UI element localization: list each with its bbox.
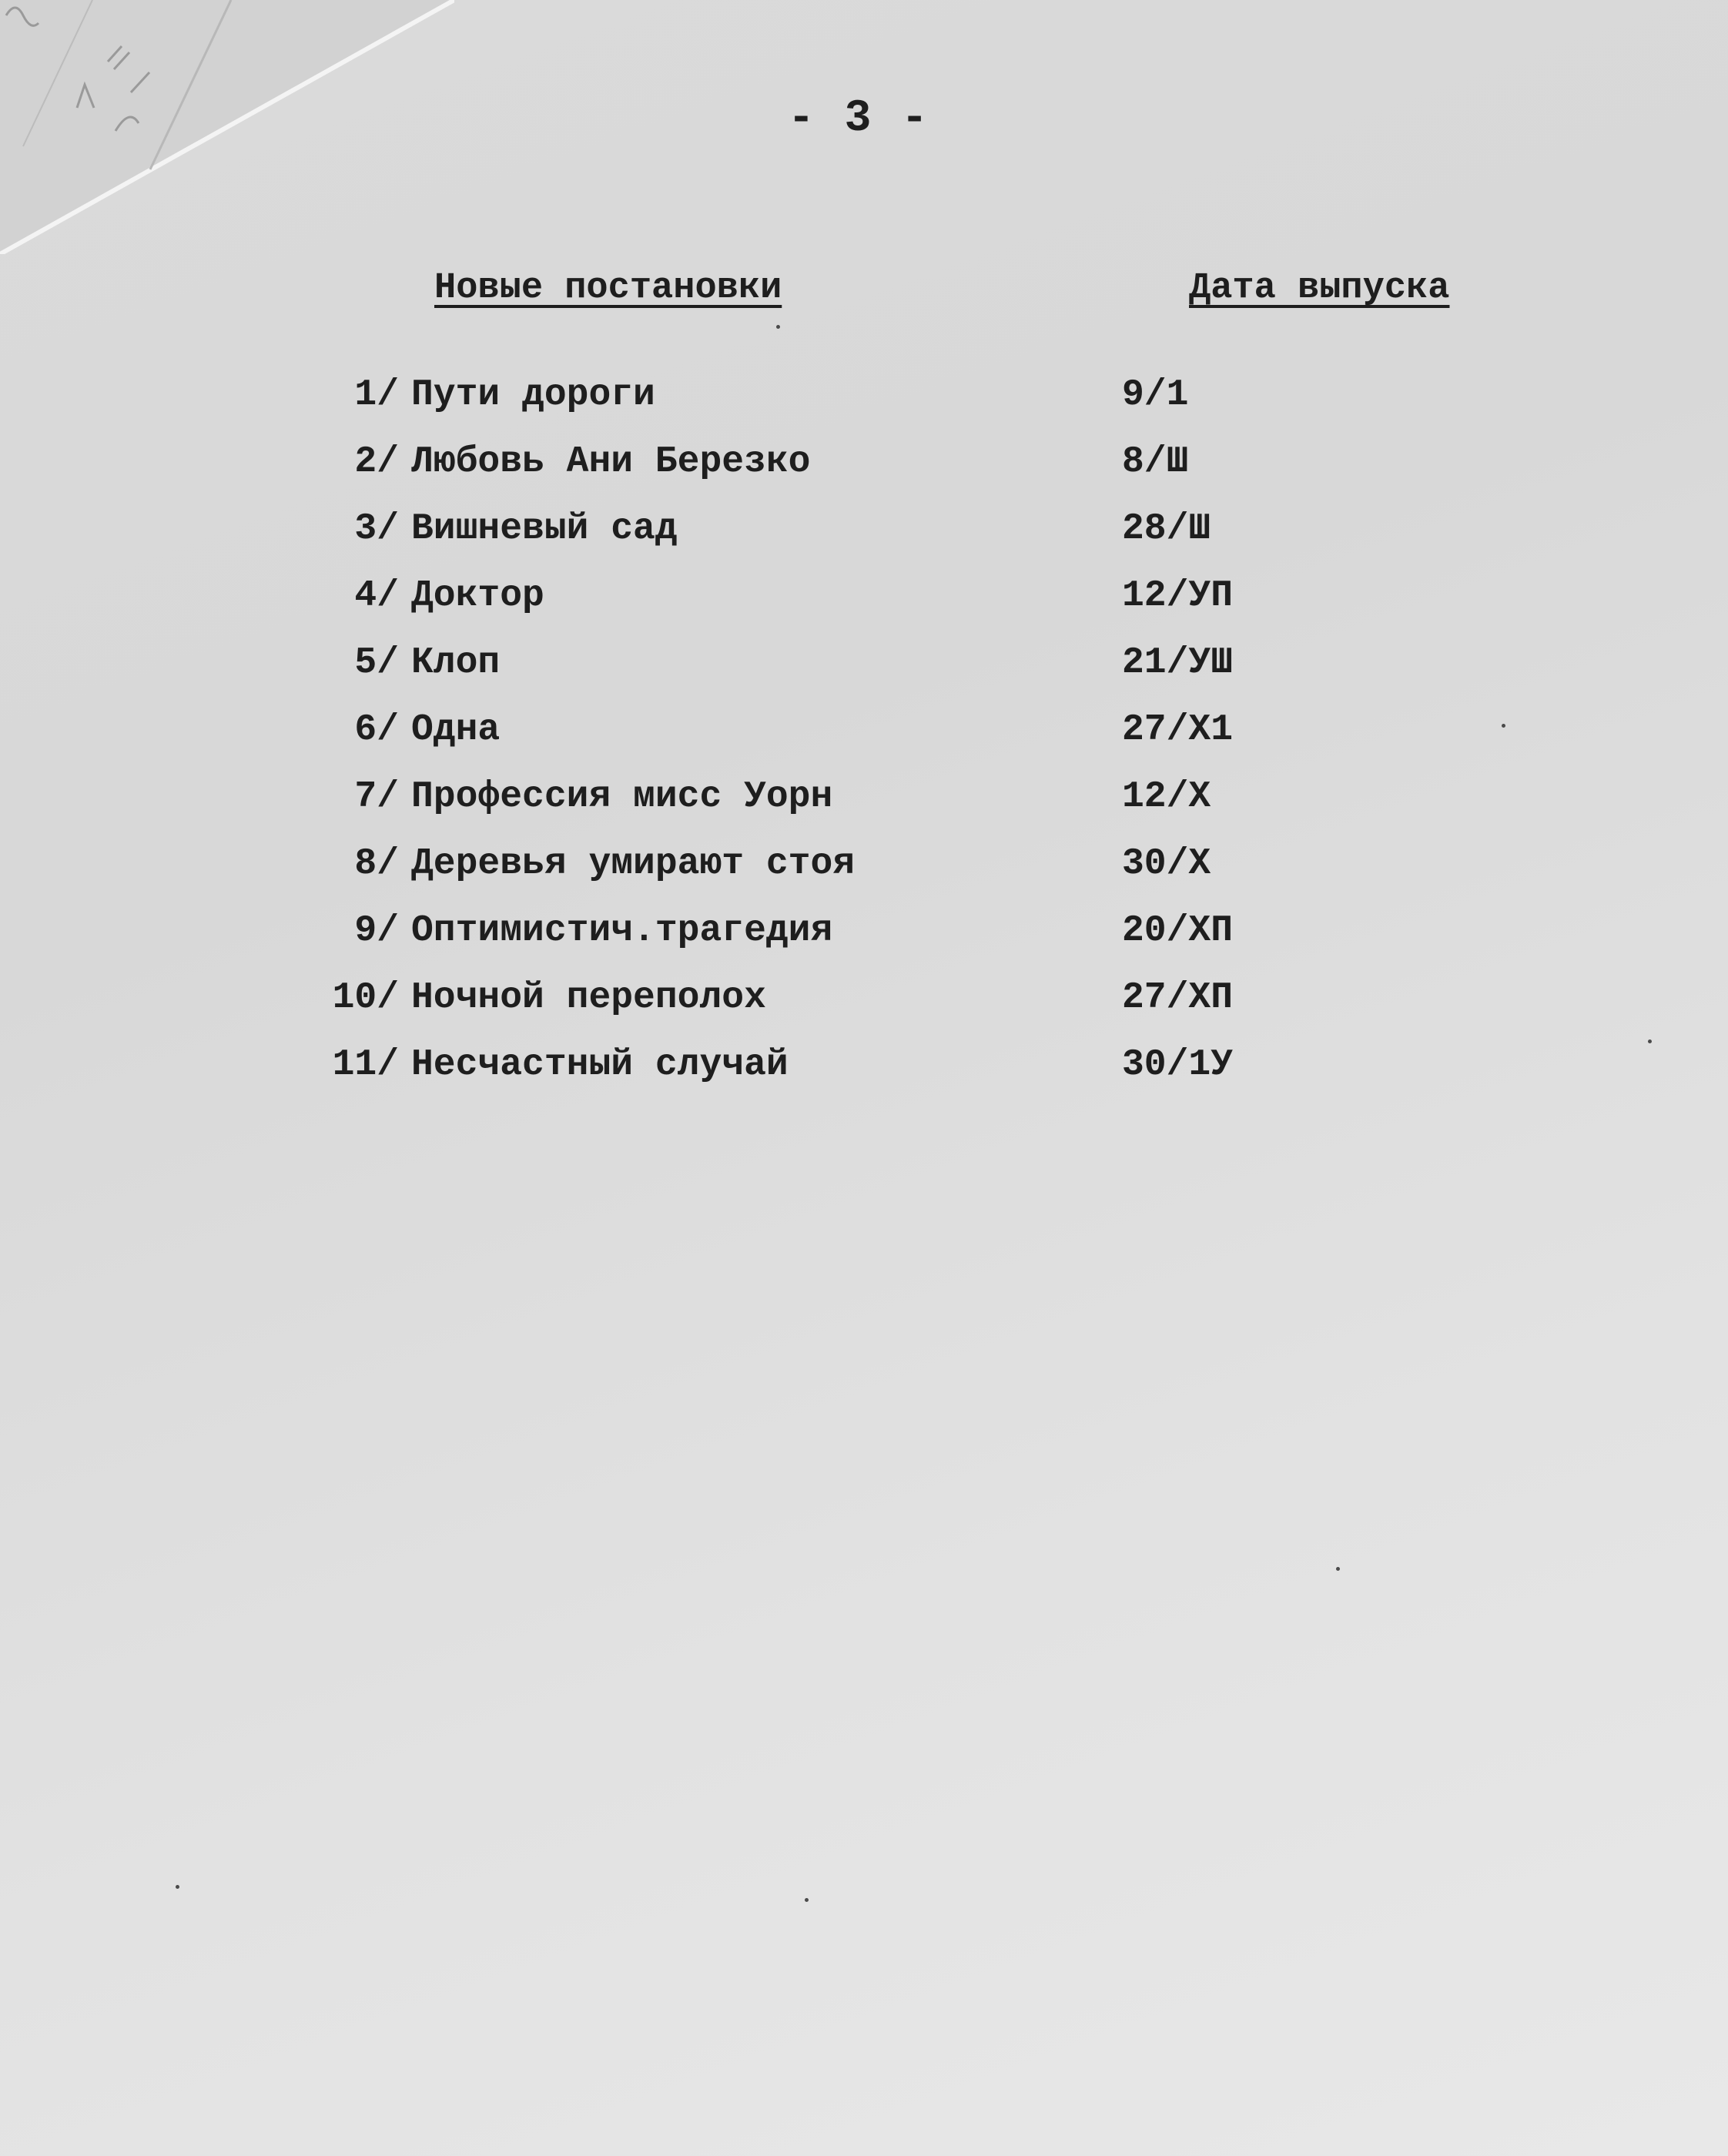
list-item xyxy=(308,563,1309,630)
item-number: 10/ xyxy=(332,977,399,1019)
item-date: 20/ХП xyxy=(1122,910,1234,952)
item-number: 6/ xyxy=(354,709,399,751)
paper-speck xyxy=(1648,1040,1652,1043)
list-item xyxy=(308,697,1309,764)
list-item xyxy=(308,898,1309,965)
list-item xyxy=(308,831,1309,898)
item-date: 27/Х1 xyxy=(1122,709,1234,751)
folded-corner-stamp xyxy=(0,0,454,254)
item-date: 12/УП xyxy=(1122,575,1234,617)
item-title: Вишневый сад xyxy=(411,508,678,550)
column-header-productions: Новые постановки xyxy=(434,268,782,309)
list-item xyxy=(308,362,1309,429)
paper-speck xyxy=(1502,724,1505,728)
paper-speck xyxy=(805,1898,809,1902)
item-date: 21/УШ xyxy=(1122,642,1234,684)
item-number: 2/ xyxy=(354,441,399,483)
list-item xyxy=(308,630,1309,697)
item-title: Одна xyxy=(411,709,501,751)
page-number: - 3 - xyxy=(787,94,930,144)
item-title: Любовь Ани Березко xyxy=(411,441,811,483)
item-title: Доктор xyxy=(411,575,544,617)
item-date: 27/ХП xyxy=(1122,977,1234,1019)
item-title: Профессия мисс Уорн xyxy=(411,776,833,818)
item-title: Клоп xyxy=(411,642,501,684)
item-title: Несчастный случай xyxy=(411,1044,789,1086)
list-item xyxy=(308,496,1309,563)
list-item xyxy=(308,1032,1309,1099)
item-number: 8/ xyxy=(354,843,399,885)
item-number: 3/ xyxy=(354,508,399,550)
item-number: 7/ xyxy=(354,776,399,818)
item-number: 1/ xyxy=(354,374,399,416)
item-date: 30/Х xyxy=(1122,843,1211,885)
item-number: 11/ xyxy=(332,1044,399,1086)
item-title: Пути дороги xyxy=(411,374,655,416)
list-item xyxy=(308,965,1309,1032)
item-title: Ночной переполох xyxy=(411,977,766,1019)
item-title: Деревья умирают стоя xyxy=(411,843,856,885)
paper-speck xyxy=(776,325,780,329)
item-date: 28/Ш xyxy=(1122,508,1211,550)
productions-list xyxy=(308,362,1309,1099)
item-number: 5/ xyxy=(354,642,399,684)
paper-speck xyxy=(176,1885,179,1889)
item-date: 30/1У xyxy=(1122,1044,1234,1086)
item-date: 9/1 xyxy=(1122,374,1189,416)
list-item xyxy=(308,764,1309,831)
paper-speck xyxy=(1336,1567,1340,1571)
column-header-release-date: Дата выпуска xyxy=(1189,268,1450,309)
item-number: 9/ xyxy=(354,910,399,952)
item-title: Оптимистич.трагедия xyxy=(411,910,833,952)
item-number: 4/ xyxy=(354,575,399,617)
item-date: 8/Ш xyxy=(1122,441,1189,483)
list-item xyxy=(308,429,1309,496)
item-date: 12/Х xyxy=(1122,776,1211,818)
